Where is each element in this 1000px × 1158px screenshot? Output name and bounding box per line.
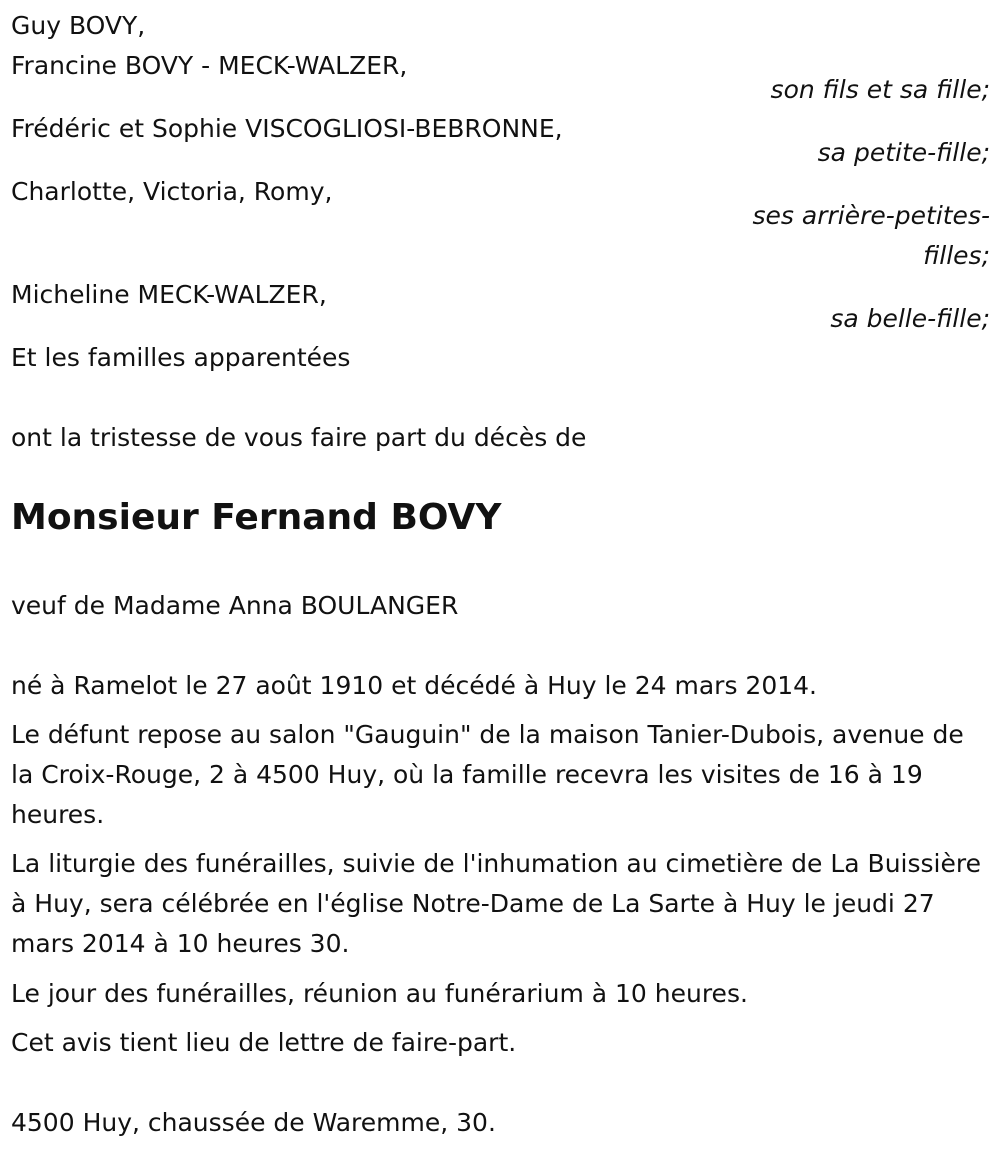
relation-daughter-in-law: sa belle-fille;	[830, 304, 990, 333]
family-member-micheline: Micheline MECK-WALZER,	[11, 280, 327, 309]
relation-son-daughter: son fils et sa fille;	[770, 75, 990, 104]
widower-text: veuf de Madame Anna BOULANGER	[11, 591, 459, 620]
viewing-paragraph: Le défunt repose au salon "Gauguin" de la maison Tanier-Dubois, avenue de la Croix-Rouge, 2 à 4500 Huy, où la famille recevra les visites de 16 à 19 heures.	[11, 720, 964, 829]
funeral-meeting-text: Le jour des funérailles, réunion au funérarium à 10 heures.	[11, 979, 748, 1008]
family-member-francine: Francine BOVY - MECK-WALZER,	[11, 51, 408, 80]
family-member-frederic-sophie: Frédéric et Sophie VISCOGLIOSI-BEBRONNE,	[11, 114, 563, 143]
announcement-text: ont la tristesse de vous faire part du décès de	[11, 423, 587, 452]
notice-text: Cet avis tient lieu de lettre de faire-part.	[11, 1028, 517, 1057]
relation-great-granddaughters-line1: ses arrière-petites-	[752, 201, 990, 230]
relation-great-granddaughters-line2: filles;	[923, 241, 990, 270]
liturgy-paragraph: La liturgie des funérailles, suivie de l'inhumation au cimetière de La Buissière à Huy, sera célébrée en l'église Notre-Dame de La Sarte à Huy le jeudi 27 mars 2014 à 10 heures 30.	[11, 849, 981, 958]
related-families: Et les familles apparentées	[11, 343, 351, 372]
family-member-guy: Guy BOVY,	[11, 11, 146, 40]
address-text: 4500 Huy, chaussée de Waremme, 30.	[11, 1108, 496, 1137]
deceased-name: Monsieur Fernand BOVY	[11, 497, 502, 538]
relation-granddaughter: sa petite-fille;	[817, 138, 990, 167]
family-member-grandchildren: Charlotte, Victoria, Romy,	[11, 177, 333, 206]
birth-death-text: né à Ramelot le 27 août 1910 et décédé à Huy le 24 mars 2014.	[11, 671, 817, 700]
